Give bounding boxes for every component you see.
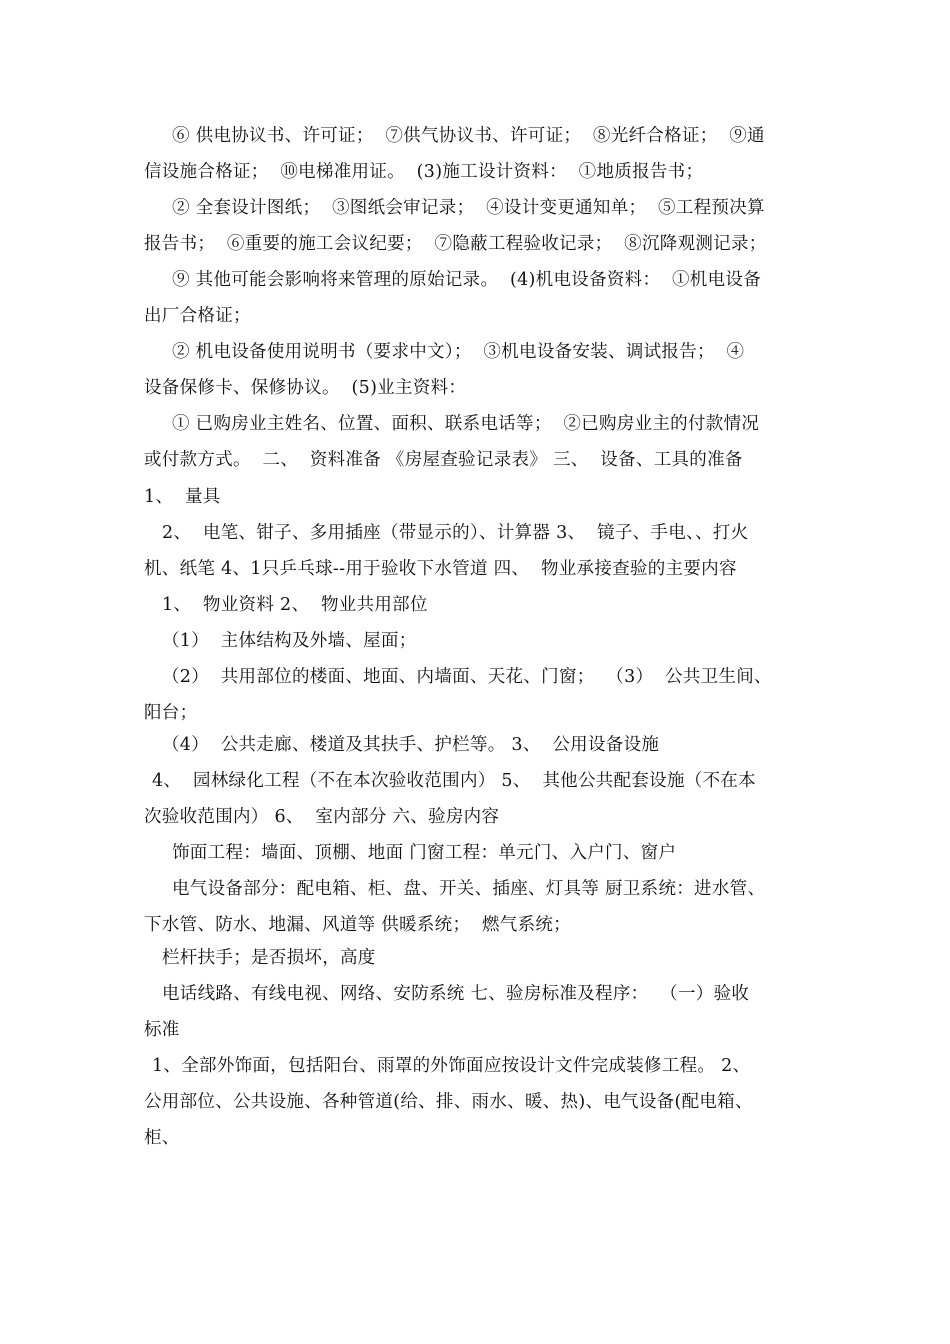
text-line: 下水管、防水、地漏、风道等 供暖系统； 燃气系统； [144,915,571,935]
text-line: 2、 电笔、钳子、多用插座（带显示的）、计算器 3、 镜子、手电、、打火 [162,523,749,543]
text-line: （2） 共用部位的楼面、地面、内墙面、天花、门窗； （3） 公共卫生间、 [162,667,772,687]
text-line: 机、纸笔 4、1只乒乓球--用于验收下水管道 四、 物业承接查验的主要内容 [144,559,737,579]
text-line: （4） 公共走廊、楼道及其扶手、护栏等。 3、 公用设备设施 [162,735,660,755]
text-line: ② 全套设计图纸； ③图纸会审记录； ④设计变更通知单； ⑤工程预决算 [172,198,765,218]
text-line: 或付款方式。 二、 资料准备 《房屋查验记录表》 三、 设备、工具的准备 [144,450,743,470]
text-line: 标准 [144,1020,180,1040]
text-line: 次验收范围内） 6、 室内部分 六、验房内容 [144,807,500,827]
text-line: 公用部位、公共设施、各种管道(给、排、雨水、暖、热)、电气设备(配电箱、 [144,1092,753,1112]
text-line: ① 已购房业主姓名、位置、面积、联系电话等； ②已购房业主的付款情况 [172,414,760,434]
text-line: 4、 园林绿化工程（不在本次验收范围内） 5、 其他公共配套设施（不在本 [152,771,756,791]
text-line: ② 机电设备使用说明书（要求中文）； ③机电设备安装、调试报告； ④ [172,342,745,362]
text-line: 1、 量具 [144,487,221,507]
text-line: （1） 主体结构及外墙、屋面； [162,631,417,651]
text-line: 1、 物业资料 2、 物业共用部位 [162,595,428,615]
text-line: 设备保修卡、保修协议。 (5)业主资料： [144,378,467,398]
text-line: 柜、 [144,1128,180,1148]
text-line: ⑨ 其他可能会影响将来管理的原始记录。 (4)机电设备资料： ①机电设备 [172,270,761,290]
text-line: 1、全部外饰面，包括阳台、雨罩的外饰面应按设计文件完成装修工程。 2、 [152,1056,751,1076]
text-line: 饰面工程：墙面、顶棚、地面 门窗工程：单元门、入户门、窗户 [172,843,677,863]
text-line: 栏杆扶手；是否损坏，高度 [162,948,376,968]
text-line: 电气设备部分：配电箱、柜、盘、开关、插座、灯具等 厨卫系统：进水管、 [172,879,766,899]
text-line: 电话线路、有线电视、网络、安防系统 七、验房标准及程序： （一）验收 [162,984,750,1004]
text-line: ⑥ 供电协议书、许可证； ⑦供气协议书、许可证； ⑧光纤合格证； ⑨通 [172,126,765,146]
text-line: 信设施合格证； ⑩电梯准用证。 (3)施工设计资料： ①地质报告书； [144,162,704,182]
text-line: 阳台； [144,703,198,723]
text-line: 报告书； ⑥重要的施工会议纪要； ⑦隐蔽工程验收记录； ⑧沉降观测记录； [144,234,767,254]
text-line: 出厂合格证； [144,306,251,326]
